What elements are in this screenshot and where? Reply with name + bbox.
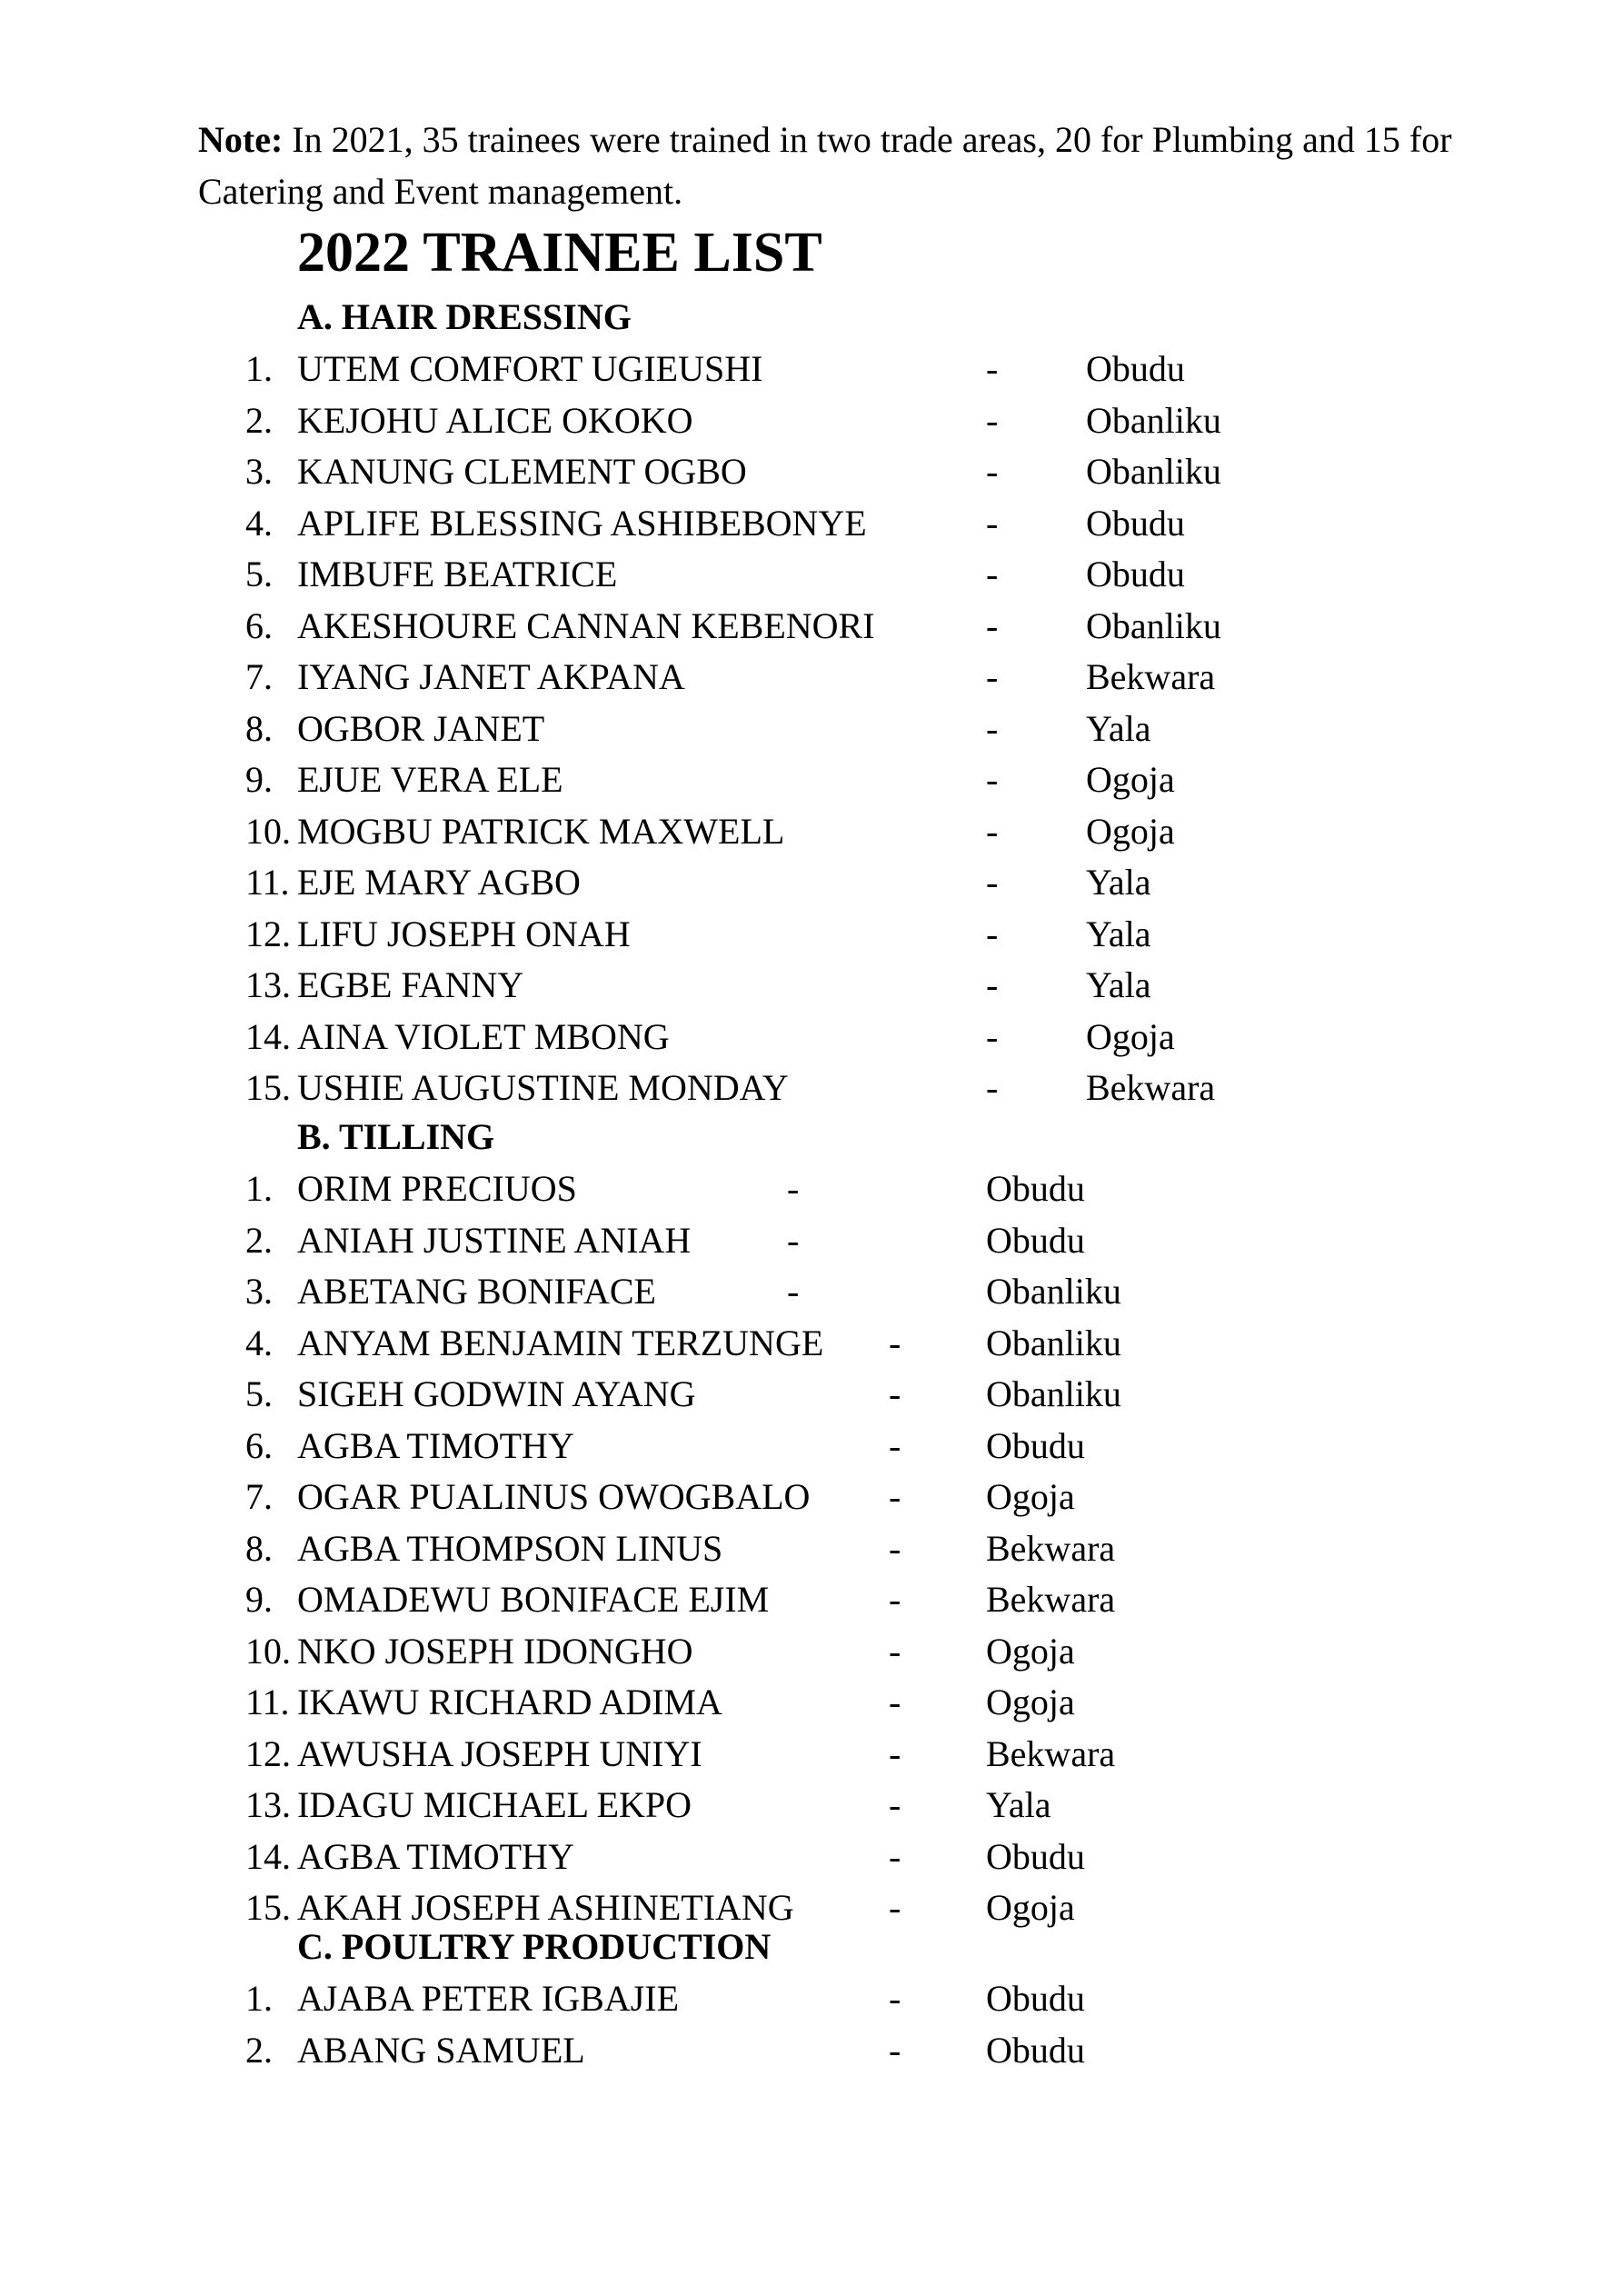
trainee-name: ABANG SAMUEL [297,2030,585,2071]
item-number: 5. [245,554,273,594]
separator-dash: - [889,1682,901,1722]
list-item [0,857,1623,908]
item-number: 12. [245,1733,291,1774]
separator-dash: - [986,862,999,903]
separator-dash: - [787,1271,800,1312]
list-item [0,909,1623,960]
list-item [0,498,1623,549]
trainee-location: Obudu [986,1978,1085,2019]
trainee-location: Obudu [986,1220,1085,1261]
trainee-name: MOGBU PATRICK MAXWELL [297,811,785,852]
separator-dash: - [889,1323,901,1363]
list-item [0,1574,1623,1625]
separator-dash: - [889,1476,901,1517]
trainee-name: OGBOR JANET [297,708,545,749]
separator-dash: - [986,400,999,441]
section-heading: B. TILLING [297,1116,495,1157]
section-heading: A. HAIR DRESSING [297,296,632,337]
list-item [0,1677,1623,1728]
trainee-name: ORIM PRECIUOS [297,1168,577,1209]
list-item [0,1626,1623,1677]
item-number: 10. [245,1631,291,1672]
trainee-name: EJUE VERA ELE [297,759,563,800]
separator-dash: - [986,605,999,646]
item-number: 9. [245,759,273,800]
trainee-location: Obanliku [986,1271,1121,1312]
item-number: 4. [245,1323,273,1363]
separator-dash: - [986,1016,999,1057]
trainee-location: Ogoja [986,1631,1075,1672]
separator-dash: - [986,964,999,1005]
trainee-name: IYANG JANET AKPANA [297,656,685,697]
trainee-name: LIFU JOSEPH ONAH [297,913,631,954]
item-number: 14. [245,1836,291,1877]
separator-dash: - [986,451,999,492]
list-item [0,1318,1623,1369]
trainee-name: AGBA TIMOTHY [297,1836,574,1877]
list-item [0,1973,1623,2024]
trainee-location: Ogoja [1086,1016,1175,1057]
separator-dash: - [986,554,999,594]
list-item [0,1472,1623,1522]
item-number: 5. [245,1373,273,1414]
trainee-location: Bekwara [986,1528,1116,1569]
item-number: 8. [245,1528,273,1569]
list-item [0,446,1623,497]
item-number: 7. [245,656,273,697]
separator-dash: - [986,913,999,954]
item-number: 1. [245,1978,273,2019]
item-number: 3. [245,451,273,492]
separator-dash: - [889,1631,901,1672]
list-item [0,344,1623,394]
trainee-location: Obudu [986,2030,1085,2071]
list-item [0,652,1623,703]
list-item [0,1780,1623,1831]
list-item [0,1012,1623,1063]
item-number: 7. [245,1476,273,1517]
item-number: 15. [245,1887,291,1928]
trainee-name: UTEM COMFORT UGIEUSHI [297,348,763,389]
list-item [0,960,1623,1011]
list-item [0,1266,1623,1317]
trainee-name: IKAWU RICHARD ADIMA [297,1682,722,1722]
trainee-name: ABETANG BONIFACE [297,1271,656,1312]
item-number: 1. [245,1168,273,1209]
item-number: 2. [245,1220,273,1261]
trainee-location: Yala [1086,964,1151,1005]
page-title: 2022 TRAINEE LIST [297,222,822,284]
item-number: 15. [245,1067,291,1108]
trainee-location: Obanliku [986,1323,1121,1363]
item-number: 11. [245,1682,290,1722]
trainee-location: Obudu [986,1168,1085,1209]
trainee-location: Obudu [1086,348,1185,389]
note-text: In 2021, 35 trainees were trained in two trade areas, 20 for Plumbing and 15 for Catering and Event management. [198,119,1452,212]
trainee-location: Yala [1086,708,1151,749]
trainee-name: AGBA THOMPSON LINUS [297,1528,723,1569]
separator-dash: - [787,1220,800,1261]
list-item [0,1523,1623,1574]
trainee-location: Yala [1086,913,1151,954]
item-number: 3. [245,1271,273,1312]
note-label: Note: [198,119,284,160]
separator-dash: - [986,708,999,749]
list-item [0,1832,1623,1882]
trainee-name: OGAR PUALINUS OWOGBALO [297,1476,811,1517]
trainee-name: AJABA PETER IGBAJIE [297,1978,680,2019]
trainee-location: Yala [986,1784,1051,1825]
trainee-location: Ogoja [986,1476,1075,1517]
separator-dash: - [889,1978,901,2019]
trainee-name: KANUNG CLEMENT OGBO [297,451,747,492]
trainee-name: KEJOHU ALICE OKOKO [297,400,693,441]
separator-dash: - [889,1373,901,1414]
trainee-name: USHIE AUGUSTINE MONDAY [297,1067,789,1108]
separator-dash: - [986,759,999,800]
item-number: 2. [245,2030,273,2071]
list-item [0,1063,1623,1113]
item-number: 6. [245,1425,273,1466]
item-number: 13. [245,964,291,1005]
list-item [0,549,1623,600]
list-item [0,754,1623,805]
item-number: 8. [245,708,273,749]
trainee-location: Bekwara [1086,1067,1216,1108]
trainee-name: SIGEH GODWIN AYANG [297,1373,696,1414]
list-item [0,2025,1623,2076]
separator-dash: - [889,1887,901,1928]
separator-dash: - [986,503,999,544]
item-number: 14. [245,1016,291,1057]
trainee-name: AKESHOURE CANNAN KEBENORI [297,605,875,646]
trainee-location: Obudu [1086,503,1185,544]
trainee-name: ANYAM BENJAMIN TERZUNGE [297,1323,824,1363]
item-number: 2. [245,400,273,441]
separator-dash: - [889,1425,901,1466]
separator-dash: - [787,1168,800,1209]
separator-dash: - [889,1784,901,1825]
trainee-name: AINA VIOLET MBONG [297,1016,670,1057]
item-number: 6. [245,605,273,646]
trainee-location: Obanliku [1086,400,1221,441]
list-item [0,1882,1623,1933]
list-item [0,1215,1623,1266]
trainee-name: NKO JOSEPH IDONGHO [297,1631,693,1672]
separator-dash: - [889,2030,901,2071]
trainee-name: IMBUFE BEATRICE [297,554,618,594]
item-number: 9. [245,1579,273,1620]
trainee-location: Yala [1086,862,1151,903]
separator-dash: - [986,811,999,852]
trainee-name: IDAGU MICHAEL EKPO [297,1784,692,1825]
trainee-location: Obanliku [1086,451,1221,492]
separator-dash: - [986,656,999,697]
intro-note [198,114,1489,217]
item-number: 1. [245,348,273,389]
trainee-location: Obanliku [1086,605,1221,646]
item-number: 11. [245,862,290,903]
trainee-name: APLIFE BLESSING ASHIBEBONYE [297,503,867,544]
trainee-location: Bekwara [1086,656,1216,697]
trainee-location: Obudu [1086,554,1185,594]
section-heading: C. POULTRY PRODUCTION [297,1926,772,1967]
separator-dash: - [889,1579,901,1620]
trainee-location: Obudu [986,1425,1085,1466]
trainee-location: Obudu [986,1836,1085,1877]
trainee-location: Obanliku [986,1373,1121,1414]
separator-dash: - [986,348,999,389]
separator-dash: - [889,1528,901,1569]
list-item [0,1163,1623,1214]
list-item [0,395,1623,446]
list-item [0,1369,1623,1420]
trainee-name: ANIAH JUSTINE ANIAH [297,1220,692,1261]
trainee-location: Bekwara [986,1579,1116,1620]
list-item [0,601,1623,652]
list-item [0,806,1623,857]
separator-dash: - [986,1067,999,1108]
separator-dash: - [889,1733,901,1774]
item-number: 13. [245,1784,291,1825]
trainee-name: AKAH JOSEPH ASHINETIANG [297,1887,794,1928]
item-number: 4. [245,503,273,544]
list-item [0,1729,1623,1780]
trainee-location: Ogoja [986,1682,1075,1722]
item-number: 10. [245,811,291,852]
separator-dash: - [889,1836,901,1877]
trainee-location: Bekwara [986,1733,1116,1774]
item-number: 12. [245,913,291,954]
trainee-name: EGBE FANNY [297,964,524,1005]
trainee-location: Ogoja [986,1887,1075,1928]
trainee-location: Ogoja [1086,811,1175,852]
list-item [0,704,1623,754]
trainee-name: OMADEWU BONIFACE EJIM [297,1579,770,1620]
trainee-name: EJE MARY AGBO [297,862,581,903]
list-item [0,1421,1623,1472]
trainee-name: AWUSHA JOSEPH UNIYI [297,1733,702,1774]
trainee-location: Ogoja [1086,759,1175,800]
trainee-name: AGBA TIMOTHY [297,1425,574,1466]
